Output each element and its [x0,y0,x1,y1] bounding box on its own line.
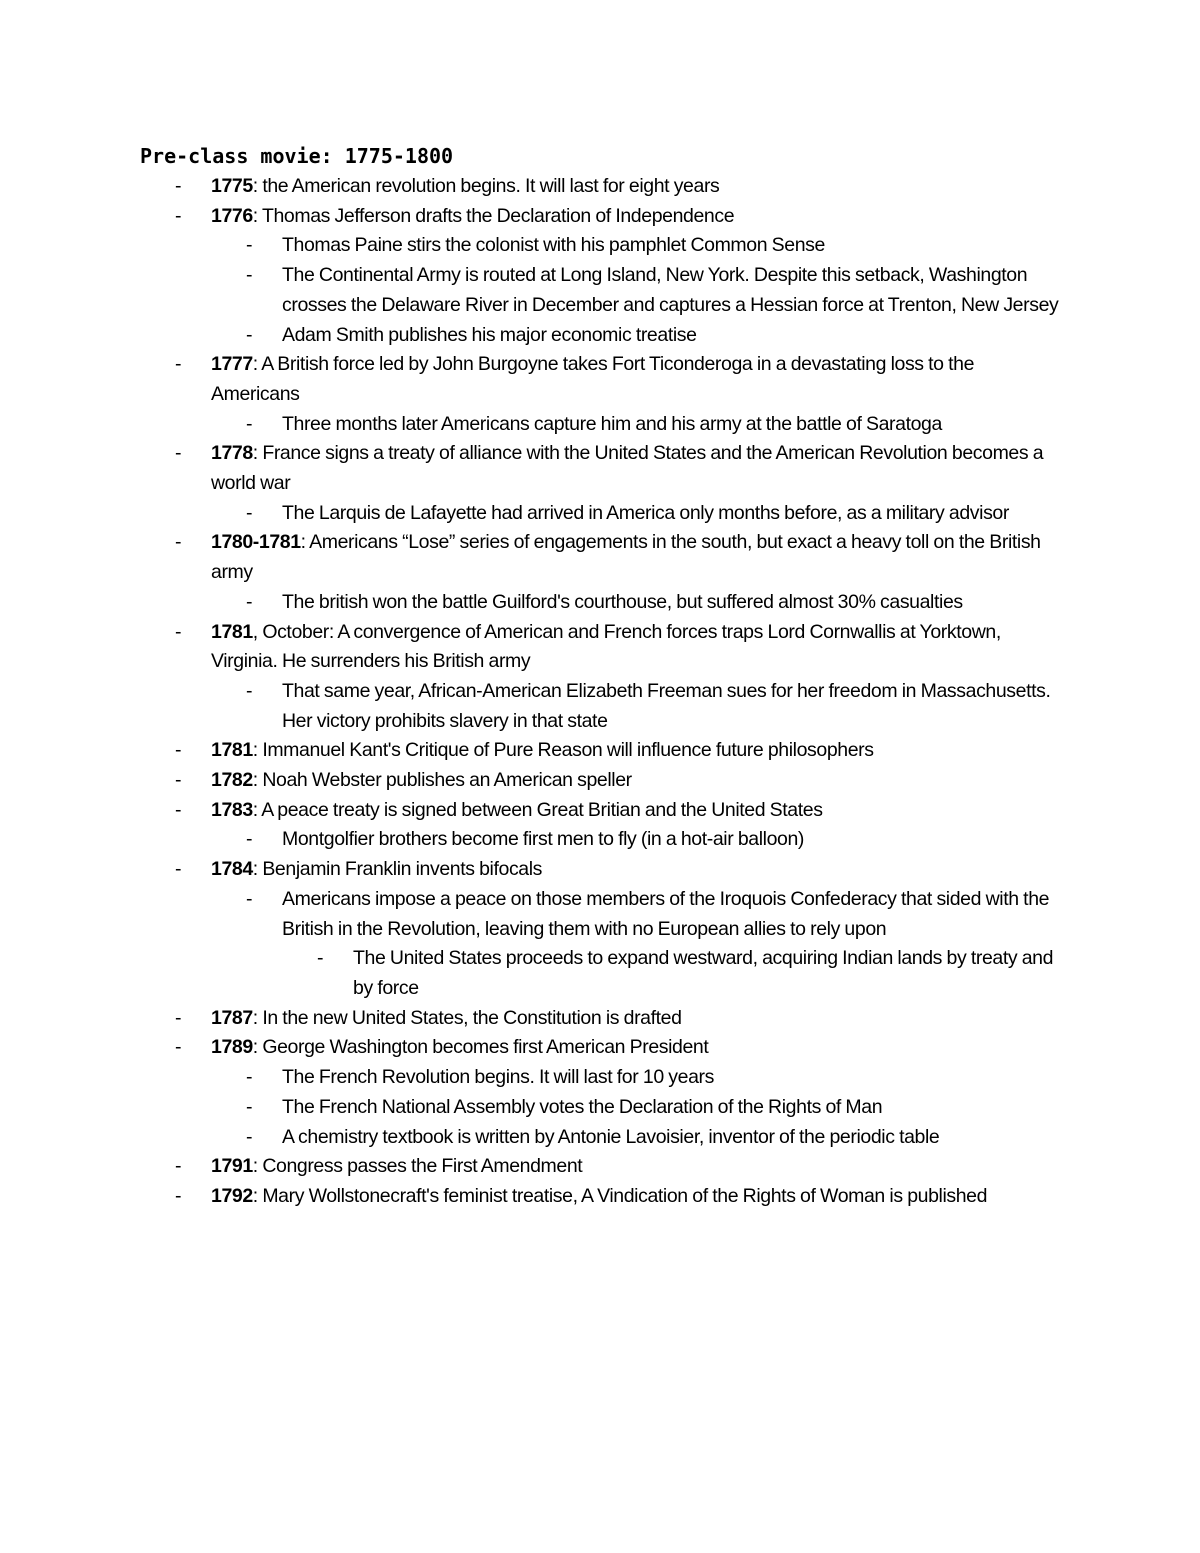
timeline-subentry [246,1063,1062,1093]
bullet-dash: - [317,947,324,970]
page-title: Pre-class movie: 1775-1800 [140,144,454,168]
timeline-subentry [246,410,1062,440]
timeline-subentry [246,321,1062,351]
bullet-dash: - [246,264,253,287]
timeline-entry [175,172,1061,202]
entry-year: 1792 [211,1184,253,1207]
bullet-dash: - [246,234,253,257]
entry-text: The French National Assembly votes the Declaration of the Rights of Man [282,1095,883,1118]
timeline-entry [175,766,1061,796]
bullet-dash: - [175,1155,182,1178]
entry-text: Montgolfier brothers become first men to fly (in a hot-air balloon) [282,828,805,851]
entry-text: The british won the battle Guilford's courthouse, but suffered almost 30% casualties [282,590,963,613]
entry-text: : In the new United States, the Constitution is drafted [252,1006,682,1029]
timeline-entry [175,1033,1061,1063]
entry-text: Thomas Paine stirs the colonist with his pamphlet Common Sense [282,234,825,257]
entry-text: : A British force led by John Burgoyne takes Fort Ticonderoga in a devastating loss to the Americans [211,353,975,405]
entry-text: Americans impose a peace on those members of the Iroquois Confederacy that sided with the British in the Revolution, leaving them with no European allies to rely upon [282,887,1050,940]
timeline-subentry [246,1093,1062,1123]
entry-year: 1781 [211,620,253,643]
bullet-dash: - [246,412,253,435]
bullet-dash: - [175,1184,182,1207]
entry-text: The Continental Army is routed at Long Island, New York. Despite this setback, Washington crosses the Delaware River in December and captures a Hessian force at Trenton, New Jersey [282,264,1059,316]
timeline-subentry [246,1123,1062,1153]
entry-year: 1781 [211,739,253,762]
bullet-dash: - [175,1036,182,1059]
entry-text: The French Revolution begins. It will last for 10 years [282,1066,714,1089]
entry-text: , October: A convergence of American and French forces traps Lord Cornwallis at Yorktown, Virginia. He surrenders his British army [211,620,1001,673]
bullet-dash: - [246,501,253,524]
bullet-dash: - [246,1095,253,1118]
entry-text: Three months later Americans capture him and his army at the battle of Saratoga [282,412,942,435]
timeline-subentry [246,231,1062,261]
entry-year: 1783 [211,798,253,821]
timeline-entry [175,1152,1061,1182]
entry-year: 1777 [211,353,253,376]
timeline-entry [175,736,1061,766]
bullet-dash: - [175,442,182,465]
entry-text: That same year, African-American Elizabeth Freeman sues for her freedom in Massachusetts. Her victory prohibits slavery in that state [282,679,1051,732]
entry-year: 1782 [211,769,253,792]
bullet-dash: - [175,204,182,227]
entry-year: 1778 [211,442,253,465]
entry-text: : Congress passes the First Amendment [252,1155,583,1178]
bullet-dash: - [246,1125,253,1148]
bullet-dash: - [175,531,182,554]
timeline-entry [175,796,1061,826]
entry-text: : Immanuel Kant's Critique of Pure Reason will influence future philosophers [252,739,874,762]
bullet-dash: - [175,1006,182,1029]
entry-text: Adam Smith publishes his major economic treatise [282,323,697,346]
entry-text: : Thomas Jefferson drafts the Declaration of Independence [252,204,735,227]
timeline-subentry [246,885,1062,944]
entry-year: 1789 [211,1036,253,1059]
entry-text: : Americans “Lose” series of engagements in the south, but exact a heavy toll on the British army [211,531,1041,584]
timeline-entry [175,528,1061,587]
timeline-entry [175,350,1061,409]
entry-text: The Larquis de Lafayette had arrived in America only months before, as a military advisor [282,501,1009,524]
timeline-entry [175,202,1061,232]
timeline-list [0,172,1200,1212]
entry-text: : France signs a treaty of alliance with the United States and the American Revolution becomes a world war [211,442,1044,495]
bullet-dash: - [175,858,182,881]
bullet-dash: - [175,175,182,197]
entry-text: : Mary Wollstonecraft's feminist treatise, A Vindication of the Rights of Woman is published [252,1184,988,1207]
entry-year: 1784 [211,858,253,881]
bullet-dash: - [175,620,182,643]
timeline-subentry [246,261,1062,320]
timeline-entry [175,618,1061,677]
entry-year: 1787 [211,1006,253,1029]
timeline-subentry [246,825,1062,855]
entry-text: : George Washington becomes first American President [252,1036,709,1059]
timeline-subentry [246,588,1062,618]
entry-text: : A peace treaty is signed between Great Britian and the United States [252,798,823,821]
bullet-dash: - [246,828,253,851]
bullet-dash: - [246,887,253,910]
timeline-subentry [317,944,1063,1003]
timeline-entry [175,439,1061,498]
entry-year: 1780-1781 [211,531,301,554]
timeline-entry [175,1004,1061,1034]
timeline-entry [175,1182,1061,1212]
bullet-dash: - [175,353,182,376]
bullet-dash: - [246,679,253,702]
entry-text: : Noah Webster publishes an American speller [252,769,632,792]
bullet-dash: - [246,323,253,346]
bullet-dash: - [246,1066,253,1089]
entry-year: 1775 [211,175,253,197]
timeline-subentry [246,677,1062,736]
entry-text: A chemistry textbook is written by Antonie Lavoisier, inventor of the periodic table [282,1125,940,1148]
entry-year: 1791 [211,1155,253,1178]
entry-text: : the American revolution begins. It will last for eight years [252,175,720,197]
bullet-dash: - [175,769,182,792]
timeline-entry [175,855,1061,885]
entry-text: : Benjamin Franklin invents bifocals [252,858,543,881]
bullet-dash: - [175,739,182,762]
bullet-dash: - [246,590,253,613]
bullet-dash: - [175,798,182,821]
timeline-subentry [246,499,1062,529]
entry-year: 1776 [211,204,253,227]
entry-text: The United States proceeds to expand westward, acquiring Indian lands by treaty and by force [353,947,1054,999]
